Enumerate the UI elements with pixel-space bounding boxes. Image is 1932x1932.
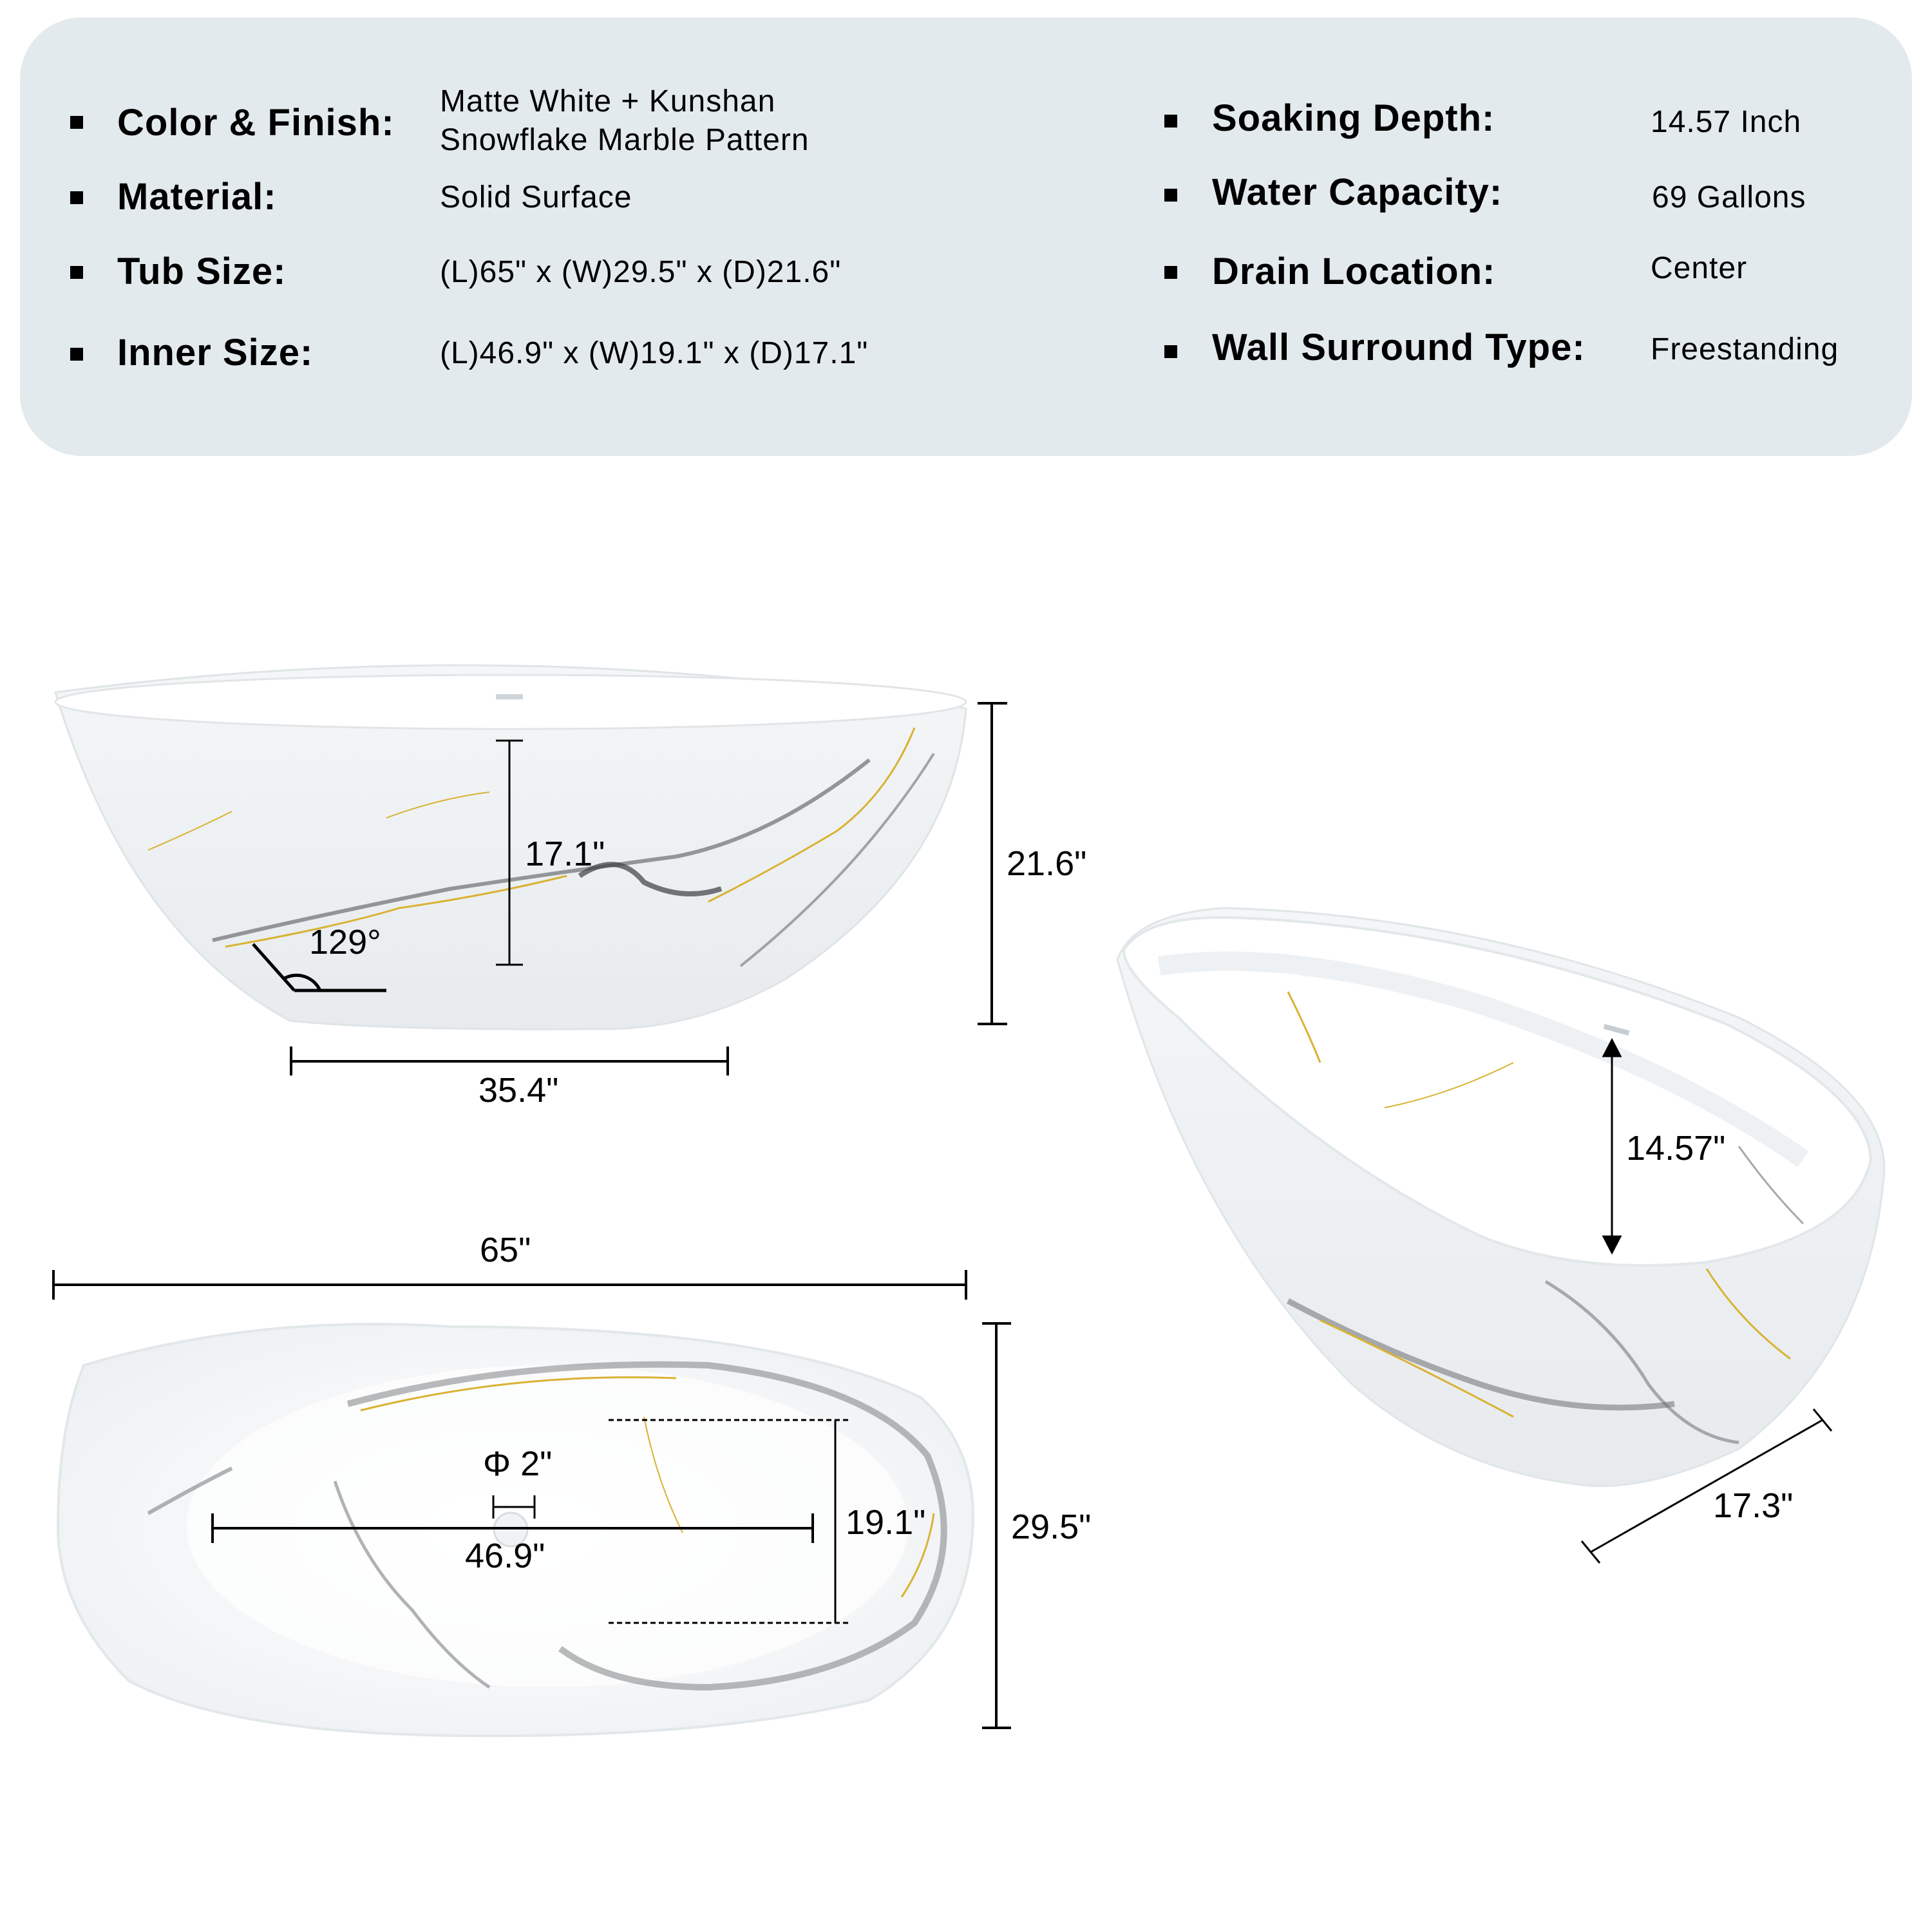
label-inner-length: 46.9" <box>465 1537 545 1575</box>
spec-label: Soaking Depth: <box>1212 97 1495 139</box>
spec-value: 69 Gallons <box>1652 180 1806 214</box>
side-view-tub <box>55 665 966 1029</box>
label-length: 65" <box>480 1231 531 1269</box>
dimension-height <box>978 703 1007 1024</box>
spec-label: Drain Location: <box>1212 251 1496 292</box>
spec-label: Water Capacity: <box>1212 171 1503 213</box>
spec-label: Wall Surround Type: <box>1212 327 1586 368</box>
dimension-width <box>982 1323 1011 1728</box>
label-width: 29.5" <box>1011 1508 1092 1546</box>
spec-value: Center <box>1651 251 1748 285</box>
label-angle: 129° <box>309 923 381 961</box>
label-soaking-depth: 14.57" <box>1626 1129 1726 1168</box>
spec-label: Color & Finish: <box>117 102 395 144</box>
spec-value: Solid Surface <box>440 180 632 214</box>
label-height: 21.6" <box>1007 844 1087 883</box>
label-drain-diameter: Φ 2" <box>483 1444 553 1483</box>
spec-value-line1: Matte White + Kunshan <box>440 84 776 118</box>
spec-label: Inner Size: <box>117 332 314 374</box>
dimension-length <box>53 1270 966 1300</box>
angled-view-tub <box>1117 908 1884 1486</box>
spec-value: (L)65" x (W)29.5" x (D)21.6" <box>440 255 842 289</box>
spec-label: Tub Size: <box>117 251 287 292</box>
spec-value: 14.57 Inch <box>1651 105 1802 139</box>
label-base-length: 17.3" <box>1713 1486 1794 1525</box>
spec-value: (L)46.9" x (W)19.1" x (D)17.1" <box>440 336 869 370</box>
label-base-width: 35.4" <box>478 1071 559 1110</box>
spec-value: Freestanding <box>1651 332 1839 366</box>
label-inner-depth: 17.1" <box>525 835 605 873</box>
spec-value-line2: Snowflake Marble Pattern <box>440 123 810 157</box>
label-inner-width: 19.1" <box>846 1503 926 1542</box>
spec-label: Material: <box>117 176 277 218</box>
